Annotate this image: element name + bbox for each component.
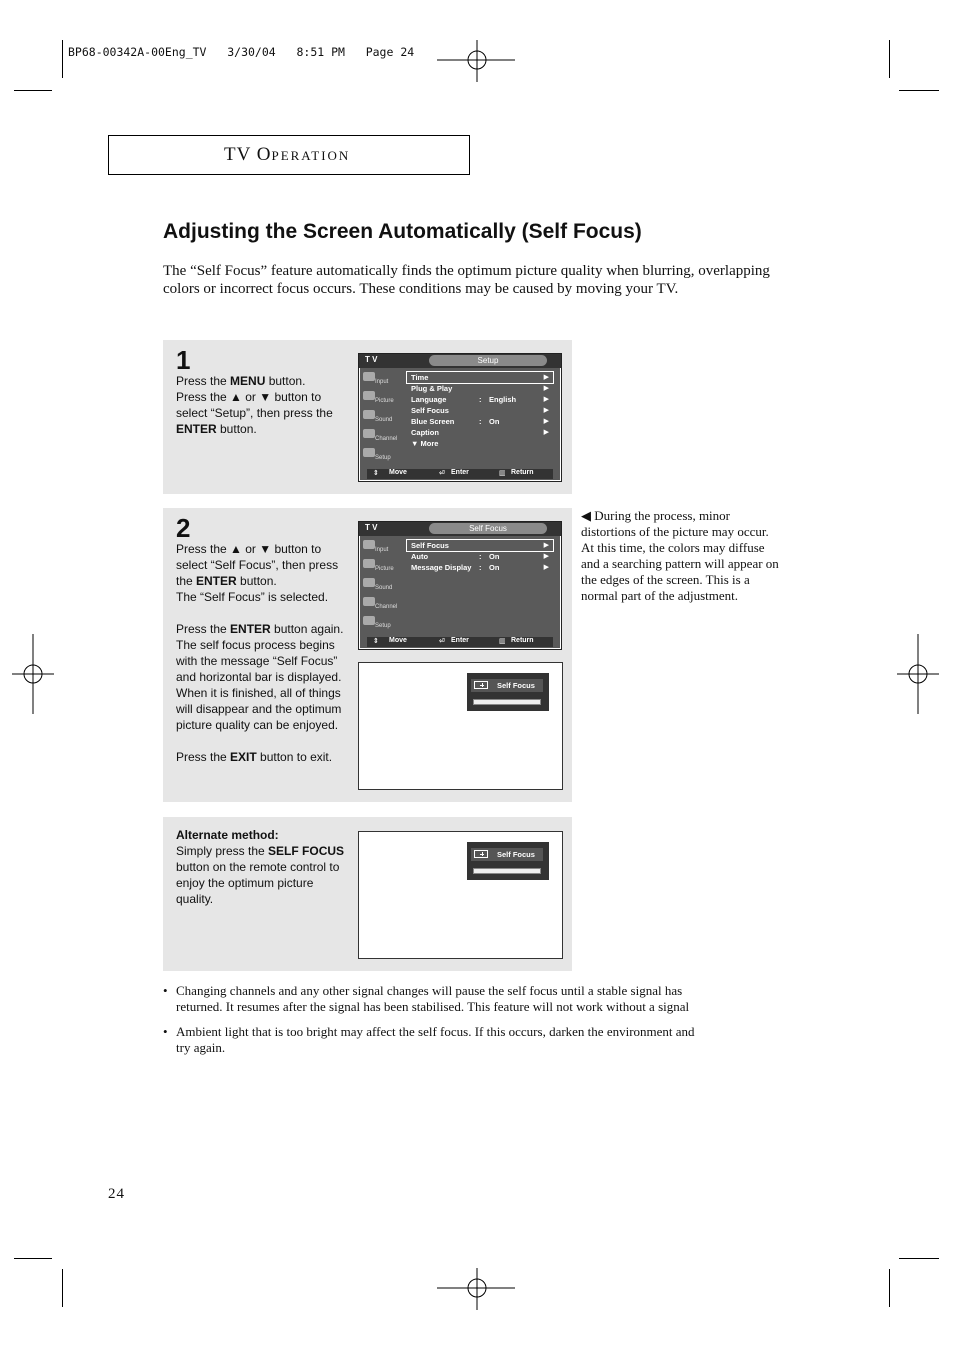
osd-sidebar-label: Sound xyxy=(375,585,393,591)
instruction-line xyxy=(176,557,352,573)
osd-menu-title: Self Focus xyxy=(429,523,547,534)
osd-menu-item-value: On xyxy=(489,563,500,572)
osd-sidebar-item-input xyxy=(361,538,399,557)
instruction-text: select “Setup”, then press the xyxy=(176,406,333,420)
channel-icon xyxy=(363,597,375,606)
osd-menu-item-label: Self Focus xyxy=(411,406,449,415)
osd-menu-title: Setup xyxy=(429,355,547,366)
osd-menu-item-colon: : xyxy=(479,417,482,426)
osd-menu-item xyxy=(407,551,553,562)
self-focus-popup-header xyxy=(471,679,543,692)
setup-icon xyxy=(363,448,375,457)
arrow-right-icon: ▶ xyxy=(543,542,549,549)
instruction-text: Simply press the xyxy=(176,844,269,858)
osd-footer-move: Move xyxy=(389,469,407,476)
instruction-line xyxy=(176,405,352,421)
osd-tv-label: T V xyxy=(365,355,378,364)
instruction-text: will disappear and the optimum xyxy=(176,702,342,716)
alternate-method-instructions xyxy=(176,827,352,907)
self-focus-icon xyxy=(474,681,488,689)
instruction-line xyxy=(176,541,352,557)
bold-keyword: Alternate method: xyxy=(176,828,279,842)
arrow-right-icon: ▶ xyxy=(543,385,549,392)
move-icon: ⇕ xyxy=(373,470,379,477)
instruction-text: picture quality can be enjoyed. xyxy=(176,718,339,732)
osd-sidebar-label: Picture xyxy=(375,566,394,572)
enter-icon: ⏎ xyxy=(439,638,445,645)
instruction-text: The self focus process begins xyxy=(176,638,335,652)
step-1-instructions xyxy=(176,373,352,437)
instruction-text: quality. xyxy=(176,892,214,906)
bullet-dot: • xyxy=(163,983,168,998)
instruction-line xyxy=(176,717,352,733)
crop-mark xyxy=(62,1269,63,1307)
osd-menu-item-label: Auto xyxy=(411,552,429,561)
instruction-text: button on the remote control to xyxy=(176,860,340,874)
instruction-line xyxy=(176,421,352,437)
osd-menu-item-label: Language xyxy=(411,395,447,404)
channel-icon xyxy=(363,429,375,438)
bullet-text: Ambient light that is too bright may affect the self focus. If this occurs, darken the environment and xyxy=(176,1024,695,1039)
instruction-line xyxy=(176,389,352,405)
instruction-text: and horizontal bar is displayed. xyxy=(176,670,342,684)
osd-menu-item xyxy=(407,562,553,573)
instruction-text: Press the xyxy=(176,374,231,388)
registration-mark xyxy=(437,1268,517,1310)
osd-menu-item-label: Plug & Play xyxy=(411,384,453,393)
bullet-text: returned. It resumes after the signal has been stabilised. This feature will not work without a signal xyxy=(176,999,690,1014)
osd-top-bar xyxy=(359,522,561,536)
instruction-line xyxy=(176,573,352,589)
intro-paragraph: The “Self Focus” feature automatically finds the optimum picture quality when blurring, overlapping colors or incorrect focus occurs. These conditions may be caused by moving your TV. xyxy=(163,263,770,297)
osd-menu-item xyxy=(407,427,553,438)
self-focus-progress-bar xyxy=(473,699,541,705)
section-title-first: TV O xyxy=(224,144,272,165)
osd-menu-item xyxy=(407,383,553,394)
self-focus-button-screen xyxy=(358,831,563,959)
osd-menu-list xyxy=(407,540,553,573)
osd-menu-item xyxy=(407,416,553,427)
osd-sidebar-label: Channel xyxy=(375,604,398,610)
bold-keyword: SELF FOCUS xyxy=(268,844,345,858)
osd-footer-return: Return xyxy=(511,637,534,644)
self-focus-popup-header xyxy=(471,848,543,861)
osd-footer-return: Return xyxy=(511,469,534,476)
instruction-line xyxy=(176,653,352,669)
osd-menu-item-label: Caption xyxy=(411,428,439,437)
bullet-list xyxy=(163,983,788,1063)
osd-top-bar xyxy=(359,354,561,368)
crop-mark xyxy=(889,1269,890,1307)
bold-keyword: ENTER xyxy=(196,574,237,588)
osd-sidebar-label: Picture xyxy=(375,398,394,404)
instruction-text: Press the ▲ or ▼ button to xyxy=(176,542,322,556)
bullet-dot: • xyxy=(163,1024,168,1039)
instruction-line xyxy=(176,701,352,717)
instruction-line xyxy=(176,373,352,389)
instruction-text: enjoy the optimum picture xyxy=(176,876,314,890)
self-focus-popup-label: Self Focus xyxy=(497,681,535,690)
instruction-line xyxy=(176,827,352,843)
osd-menu-item-label: Message Display xyxy=(411,563,472,572)
instruction-line xyxy=(176,875,352,891)
osd-menu-item-value: On xyxy=(489,552,500,561)
self-focus-popup xyxy=(467,673,549,711)
bullet-text: try again. xyxy=(176,1040,226,1055)
section-title-rest: PERATION xyxy=(271,148,351,163)
osd-menu-item-label: Blue Screen xyxy=(411,417,455,426)
registration-mark xyxy=(897,634,939,714)
osd-sidebar-label: Channel xyxy=(375,436,398,442)
instruction-text: button. xyxy=(236,574,277,588)
instruction-text: button. xyxy=(216,422,257,436)
osd-menu-item xyxy=(407,438,553,449)
arrow-right-icon: ▶ xyxy=(543,553,549,560)
osd-sidebar-item-input xyxy=(361,370,399,389)
osd-footer-enter: Enter xyxy=(451,469,469,476)
osd-footer-move: Move xyxy=(389,637,407,644)
instruction-text: button again. xyxy=(270,622,344,636)
bullet-text: Changing channels and any other signal changes will pause the self focus until a stable signal has xyxy=(176,983,683,998)
instruction-text: the xyxy=(176,574,197,588)
instruction-line xyxy=(176,843,352,859)
input-icon xyxy=(363,372,375,381)
return-icon: ▥ xyxy=(499,638,506,645)
osd-sidebar-item-channel xyxy=(361,427,399,446)
osd-sidebar-item-picture xyxy=(361,389,399,408)
instruction-text: The “Self Focus” is selected. xyxy=(176,590,329,604)
osd-sidebar-label: Input xyxy=(375,379,389,385)
arrow-right-icon: ▶ xyxy=(543,396,549,403)
page-number: 24 xyxy=(108,1186,125,1202)
instruction-line xyxy=(176,859,352,875)
instruction-line xyxy=(176,637,352,653)
osd-menu-item xyxy=(407,394,553,405)
crop-mark xyxy=(889,40,890,78)
osd-sidebar-label: Setup xyxy=(375,455,391,461)
instruction-text: button. xyxy=(265,374,306,388)
osd-menu-list xyxy=(407,372,553,449)
self-focus-progress-screen xyxy=(358,662,563,790)
instruction-text: Press the xyxy=(176,622,231,636)
crop-mark xyxy=(899,1258,939,1259)
return-icon: ▥ xyxy=(499,470,506,477)
osd-menu-item-label: Self Focus xyxy=(411,541,449,550)
osd-sidebar xyxy=(361,370,399,465)
instruction-line xyxy=(176,733,352,749)
self-focus-progress-bar xyxy=(473,868,541,874)
instruction-text: When it is finished, all of things xyxy=(176,686,341,700)
arrow-right-icon: ▶ xyxy=(543,564,549,571)
osd-sidebar-item-sound xyxy=(361,408,399,427)
arrow-right-icon: ▶ xyxy=(543,418,549,425)
osd-footer-enter: Enter xyxy=(451,637,469,644)
arrow-right-icon: ▶ xyxy=(543,374,549,381)
osd-sidebar-item-sound xyxy=(361,576,399,595)
osd-menu-item-label: Time xyxy=(411,373,429,382)
osd-menu-item-colon: : xyxy=(479,552,482,561)
osd-menu-item-colon: : xyxy=(479,395,482,404)
crop-mark xyxy=(14,90,52,91)
osd-menu-item-value: English xyxy=(489,395,517,404)
osd-footer xyxy=(367,637,553,647)
osd-sidebar-item-setup xyxy=(361,614,399,633)
osd-footer xyxy=(367,469,553,479)
picture-icon xyxy=(363,391,375,400)
osd-sidebar-label: Sound xyxy=(375,417,393,423)
crop-mark xyxy=(14,1258,52,1259)
osd-tv-label: T V xyxy=(365,523,378,532)
print-header: BP68-00342A-00Eng_TV 3/30/04 8:51 PM Page 24 xyxy=(68,45,415,59)
osd-self-focus-screen xyxy=(358,521,562,650)
step-2-instructions xyxy=(176,541,352,765)
osd-menu-item-value: On xyxy=(489,417,500,426)
osd-menu-item xyxy=(407,405,553,416)
arrow-right-icon: ▶ xyxy=(543,407,549,414)
osd-sidebar-label: Setup xyxy=(375,623,391,629)
instruction-line xyxy=(176,669,352,685)
side-note: ◀ During the process, minor distortions of the picture may occur. At this time, the colors may diffuse and a searching pattern will appear on the edges of the screen. This is a normal part of the adjustment. xyxy=(581,508,779,603)
move-icon: ⇕ xyxy=(373,638,379,645)
page-title: Adjusting the Screen Automatically (Self Focus) xyxy=(163,220,642,243)
instruction-text: with the message “Self Focus” xyxy=(176,654,338,668)
sound-icon xyxy=(363,578,375,587)
section-title xyxy=(224,144,350,166)
crop-mark xyxy=(62,40,63,78)
instruction-text: select “Self Focus”, then press xyxy=(176,558,339,572)
enter-icon: ⏎ xyxy=(439,470,445,477)
osd-menu-item-colon: : xyxy=(479,563,482,572)
instruction-text: Press the ▲ or ▼ button to xyxy=(176,390,322,404)
self-focus-popup-label: Self Focus xyxy=(497,850,535,859)
step-1-number: 1 xyxy=(176,345,191,375)
instruction-line xyxy=(176,621,352,637)
osd-menu-item-label: ▼ More xyxy=(411,439,439,448)
bold-keyword: EXIT xyxy=(230,750,257,764)
sound-icon xyxy=(363,410,375,419)
bold-keyword: ENTER xyxy=(176,422,217,436)
bold-keyword: ENTER xyxy=(230,622,271,636)
self-focus-icon xyxy=(474,850,488,858)
osd-sidebar-label: Input xyxy=(375,547,389,553)
instruction-text: Press the xyxy=(176,750,231,764)
setup-icon xyxy=(363,616,375,625)
instruction-line xyxy=(176,685,352,701)
bold-keyword: MENU xyxy=(230,374,266,388)
self-focus-popup xyxy=(467,842,549,880)
osd-sidebar-item-picture xyxy=(361,557,399,576)
crop-mark xyxy=(899,90,939,91)
instruction-line xyxy=(176,605,352,621)
registration-mark xyxy=(437,40,517,82)
input-icon xyxy=(363,540,375,549)
osd-sidebar xyxy=(361,538,399,633)
osd-sidebar-item-channel xyxy=(361,595,399,614)
instruction-line xyxy=(176,891,352,907)
registration-mark xyxy=(12,634,54,714)
osd-setup-screen xyxy=(358,353,562,482)
step-2-number: 2 xyxy=(176,513,191,543)
arrow-right-icon: ▶ xyxy=(543,429,549,436)
instruction-text: button to exit. xyxy=(256,750,333,764)
instruction-line xyxy=(176,749,352,765)
osd-sidebar-item-setup xyxy=(361,446,399,465)
picture-icon xyxy=(363,559,375,568)
instruction-line xyxy=(176,589,352,605)
